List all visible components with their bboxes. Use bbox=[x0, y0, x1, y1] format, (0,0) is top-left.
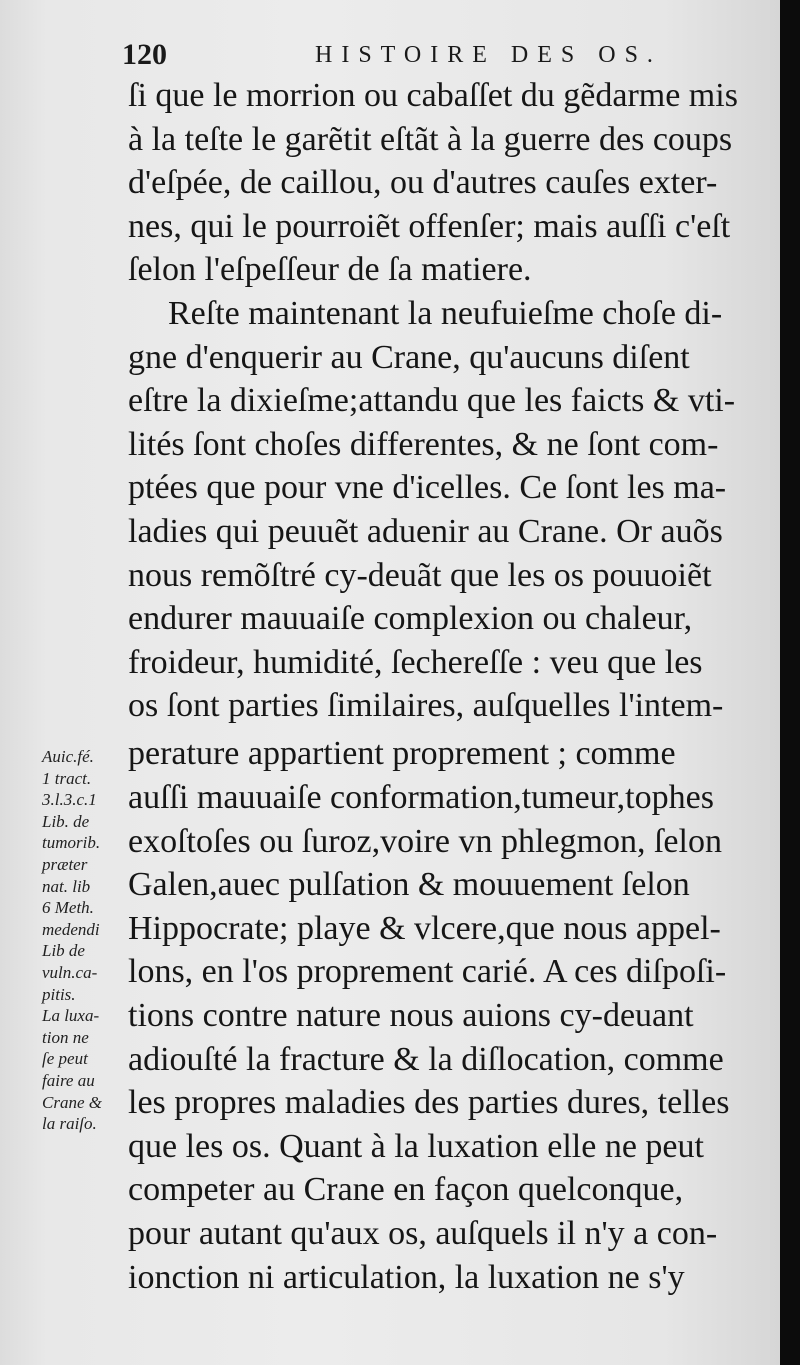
text-line: ionction ni articulation, la luxation ne s'y bbox=[128, 1258, 685, 1296]
text-line: nous remõſtré cy-deuãt que les os pouuoiẽt bbox=[128, 556, 712, 594]
text-line: ladies qui peuuẽt aduenir au Crane. Or auõs bbox=[128, 512, 723, 550]
text-line: que les os. Quant à la luxation elle ne peut bbox=[128, 1127, 704, 1165]
margin-note: tumorib. bbox=[42, 833, 101, 853]
text-line: ptées que pour vne d'icelles. Ce ſont les ma- bbox=[128, 469, 727, 507]
text-line: gne d'enquerir au Crane, qu'aucuns diſent bbox=[128, 338, 690, 376]
text-line: eſtre la dixieſme;attandu que les faicts & vti- bbox=[128, 382, 736, 420]
margin-note: tion ne bbox=[42, 1027, 89, 1047]
margin-note: Auic.fé. bbox=[42, 747, 94, 766]
margin-notes bbox=[42, 746, 152, 1135]
text-line: perature appartient proprement ; comme bbox=[128, 735, 676, 773]
margin-note: Crane & bbox=[42, 1092, 102, 1112]
margin-note: nat. lib bbox=[42, 876, 91, 896]
margin-note: medendi bbox=[42, 919, 100, 939]
text-line: exoſtoſes ou ſuroz,voire vn phlegmon, ſelon bbox=[128, 822, 722, 860]
page-number: 120 bbox=[122, 38, 167, 71]
text-line: ſelon l'eſpeſſeur de ſa matiere. bbox=[128, 251, 532, 289]
text-line: auſſi mauuaiſe conformation,tumeur,tophes bbox=[128, 779, 714, 816]
text-line: nes, qui le pourroiẽt offenſer; mais auſſi c'eſt bbox=[128, 207, 731, 245]
text-line: froideur, humidité, ſechereſſe : veu que les bbox=[128, 643, 703, 681]
margin-note: la raiſo. bbox=[42, 1114, 97, 1134]
text-line: pour autant qu'aux os, auſquels il n'y a con- bbox=[128, 1214, 718, 1252]
text-line: ſi que le morrion ou cabaſſet du gẽdarme mis bbox=[128, 77, 738, 114]
text-line: adiouſté la fracture & la diſlocation, comme bbox=[128, 1040, 724, 1078]
margin-note: 1 tract. bbox=[42, 768, 92, 788]
text-line: Hippocrate; playe & vlcere,que nous appel- bbox=[128, 909, 721, 947]
text-line: endurer mauuaiſe complexion ou chaleur, bbox=[128, 600, 693, 638]
margin-note: Lib. de bbox=[42, 811, 90, 831]
text-line: lons, en l'os proprement carié. A ces diſpoſi- bbox=[128, 953, 727, 991]
text-line: Reſte maintenant la neufuieſme choſe di- bbox=[168, 294, 723, 332]
text-line: à la teſte le garẽtit eſtãt à la guerre des coups bbox=[128, 120, 733, 158]
margin-note: La luxa- bbox=[42, 1006, 100, 1026]
text-line: tions contre nature nous auions cy-deuant bbox=[128, 996, 694, 1034]
binding-shadow bbox=[780, 0, 800, 1365]
margin-note: faire au bbox=[42, 1070, 95, 1090]
margin-note: ſe peut bbox=[42, 1049, 88, 1069]
text-line: os ſont parties ſimilaires, auſquelles l'intem- bbox=[128, 687, 724, 725]
margin-note: vuln.ca- bbox=[42, 962, 98, 982]
margin-note: 6 Meth. bbox=[42, 898, 94, 918]
margin-note: pitis. bbox=[42, 984, 76, 1004]
margin-note: Lib de bbox=[42, 941, 85, 961]
text-line: les propres maladies des parties dures, telles bbox=[128, 1084, 730, 1122]
margin-note: 3.l.3.c.1 bbox=[42, 790, 97, 810]
margin-note: præter bbox=[42, 854, 88, 874]
text-line: competer au Crane en façon quelconque, bbox=[128, 1171, 684, 1209]
text-line: lités ſont choſes differentes, & ne ſont com- bbox=[128, 425, 719, 463]
running-head: HISTOIRE DES OS. bbox=[315, 42, 662, 68]
text-line: d'eſpée, de caillou, ou d'autres cauſes exter- bbox=[128, 164, 718, 202]
body-text bbox=[128, 74, 764, 1299]
text-line: Galen,auec pulſation & mouuement ſelon bbox=[128, 866, 690, 904]
